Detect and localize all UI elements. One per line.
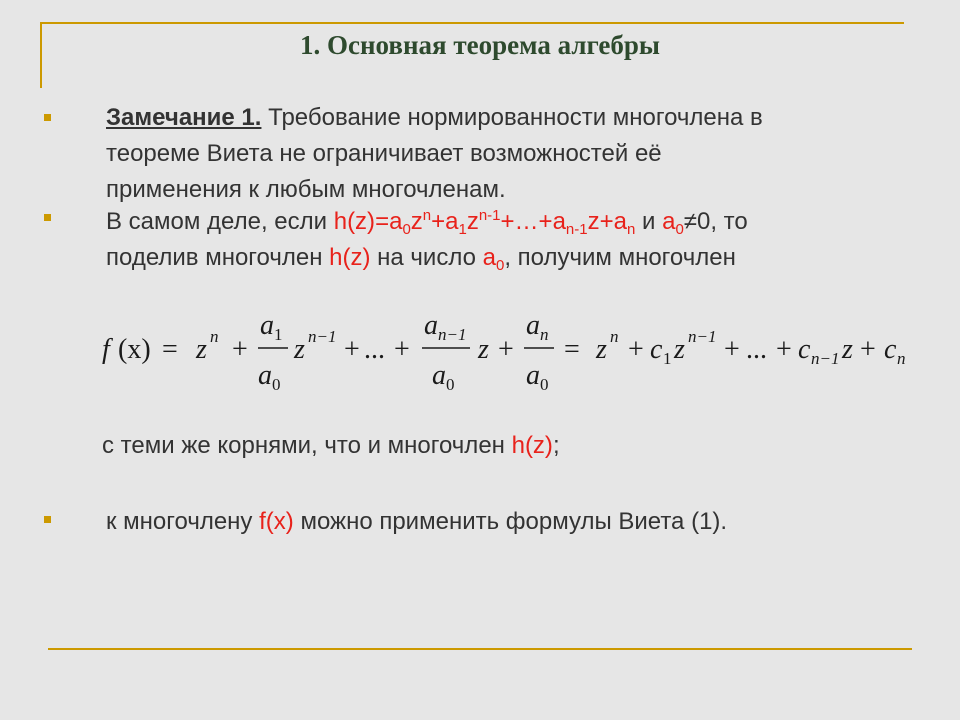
svg-text:a: a <box>424 310 438 341</box>
svg-text:n−1: n−1 <box>308 327 337 346</box>
bullet-marker <box>44 214 51 221</box>
svg-text:n−1: n−1 <box>811 349 840 368</box>
indeed-paragraph <box>106 204 748 276</box>
svg-text:n: n <box>897 349 906 368</box>
svg-text:f: f <box>102 334 110 365</box>
svg-text:...: ... <box>364 334 385 365</box>
remark-line-1: Замечание 1. Требование нормированности многочлена в <box>106 104 763 131</box>
svg-text:n−1: n−1 <box>688 327 717 346</box>
svg-text:+: + <box>394 334 410 365</box>
svg-text:a: a <box>260 310 274 341</box>
svg-text:=: = <box>564 334 580 365</box>
svg-text:0: 0 <box>540 375 549 394</box>
svg-text:z: z <box>196 334 207 365</box>
svg-text:+: + <box>628 334 644 365</box>
svg-text:a: a <box>432 360 446 391</box>
bullet-marker <box>44 114 51 121</box>
svg-text:a: a <box>526 310 540 341</box>
svg-text:n−1: n−1 <box>438 325 467 344</box>
svg-text:a: a <box>526 360 540 391</box>
svg-text:n: n <box>540 325 549 344</box>
normalized-polynomial-formula <box>98 304 938 404</box>
h-of-z: h(z) <box>511 432 553 459</box>
svg-text:1: 1 <box>274 325 283 344</box>
remark-line-2: теореме Виета не ограничивает возможностей её <box>106 140 662 167</box>
svg-text:+: + <box>860 334 876 365</box>
svg-text:a: a <box>258 360 272 391</box>
svg-text:z: z <box>478 334 489 365</box>
slide-title: 1. Основная теорема алгебры <box>300 30 660 60</box>
svg-text:z: z <box>674 334 685 365</box>
indeed-line-2: поделив многочлен h(z) на число $a_0$, получим многочлен <box>106 244 736 274</box>
svg-text:z: z <box>294 334 305 365</box>
svg-text:n: n <box>610 327 619 346</box>
a0-number: $a_0$ <box>482 244 505 274</box>
polynomial-h-definition: $h(z)=a_0z^n+a_1z^{n-1}+\dots+a_{n-1}z+a_n$ <box>333 207 636 238</box>
f-of-x: f(x) <box>259 508 294 535</box>
svg-text:+: + <box>232 334 248 365</box>
svg-text:...: ... <box>746 334 767 365</box>
remark-lead: Замечание 1. <box>106 104 262 131</box>
svg-text:+: + <box>724 334 740 365</box>
svg-text:c: c <box>650 334 663 365</box>
svg-text:n: n <box>210 327 219 346</box>
svg-text:+: + <box>776 334 792 365</box>
svg-text:c: c <box>884 334 897 365</box>
svg-text:0: 0 <box>272 375 281 394</box>
svg-text:+: + <box>498 334 514 365</box>
svg-text:z: z <box>842 334 853 365</box>
svg-text:z: z <box>596 334 607 365</box>
svg-text:=: = <box>162 334 178 365</box>
bullet-marker <box>44 516 51 523</box>
h-of-z: h(z) <box>329 244 371 271</box>
a0-nonzero-condition: $a_0\ne 0$ <box>662 208 711 238</box>
vieta-applicable-line: к многочлену f(x) можно применить формулы Виета (1). <box>106 508 728 535</box>
svg-text:c: c <box>798 334 811 365</box>
svg-text:(x): (x) <box>118 334 151 365</box>
svg-text:1: 1 <box>663 349 672 368</box>
remark-line-3: применения к любым многочленам. <box>106 176 506 203</box>
svg-text:+: + <box>344 334 360 365</box>
frame-top-rule <box>40 22 904 24</box>
frame-bottom-rule <box>48 648 912 650</box>
svg-text:0: 0 <box>446 375 455 394</box>
same-roots-line: с теми же корнями, что и многочлен h(z); <box>102 432 560 459</box>
remark-paragraph <box>106 100 763 208</box>
indeed-line-1: В самом деле, если $h(z)=a_0z^n+a_1z^{n-1}+\dots+a_{n-1}z+a_n$ и $a_0\ne 0$, то <box>106 207 748 238</box>
